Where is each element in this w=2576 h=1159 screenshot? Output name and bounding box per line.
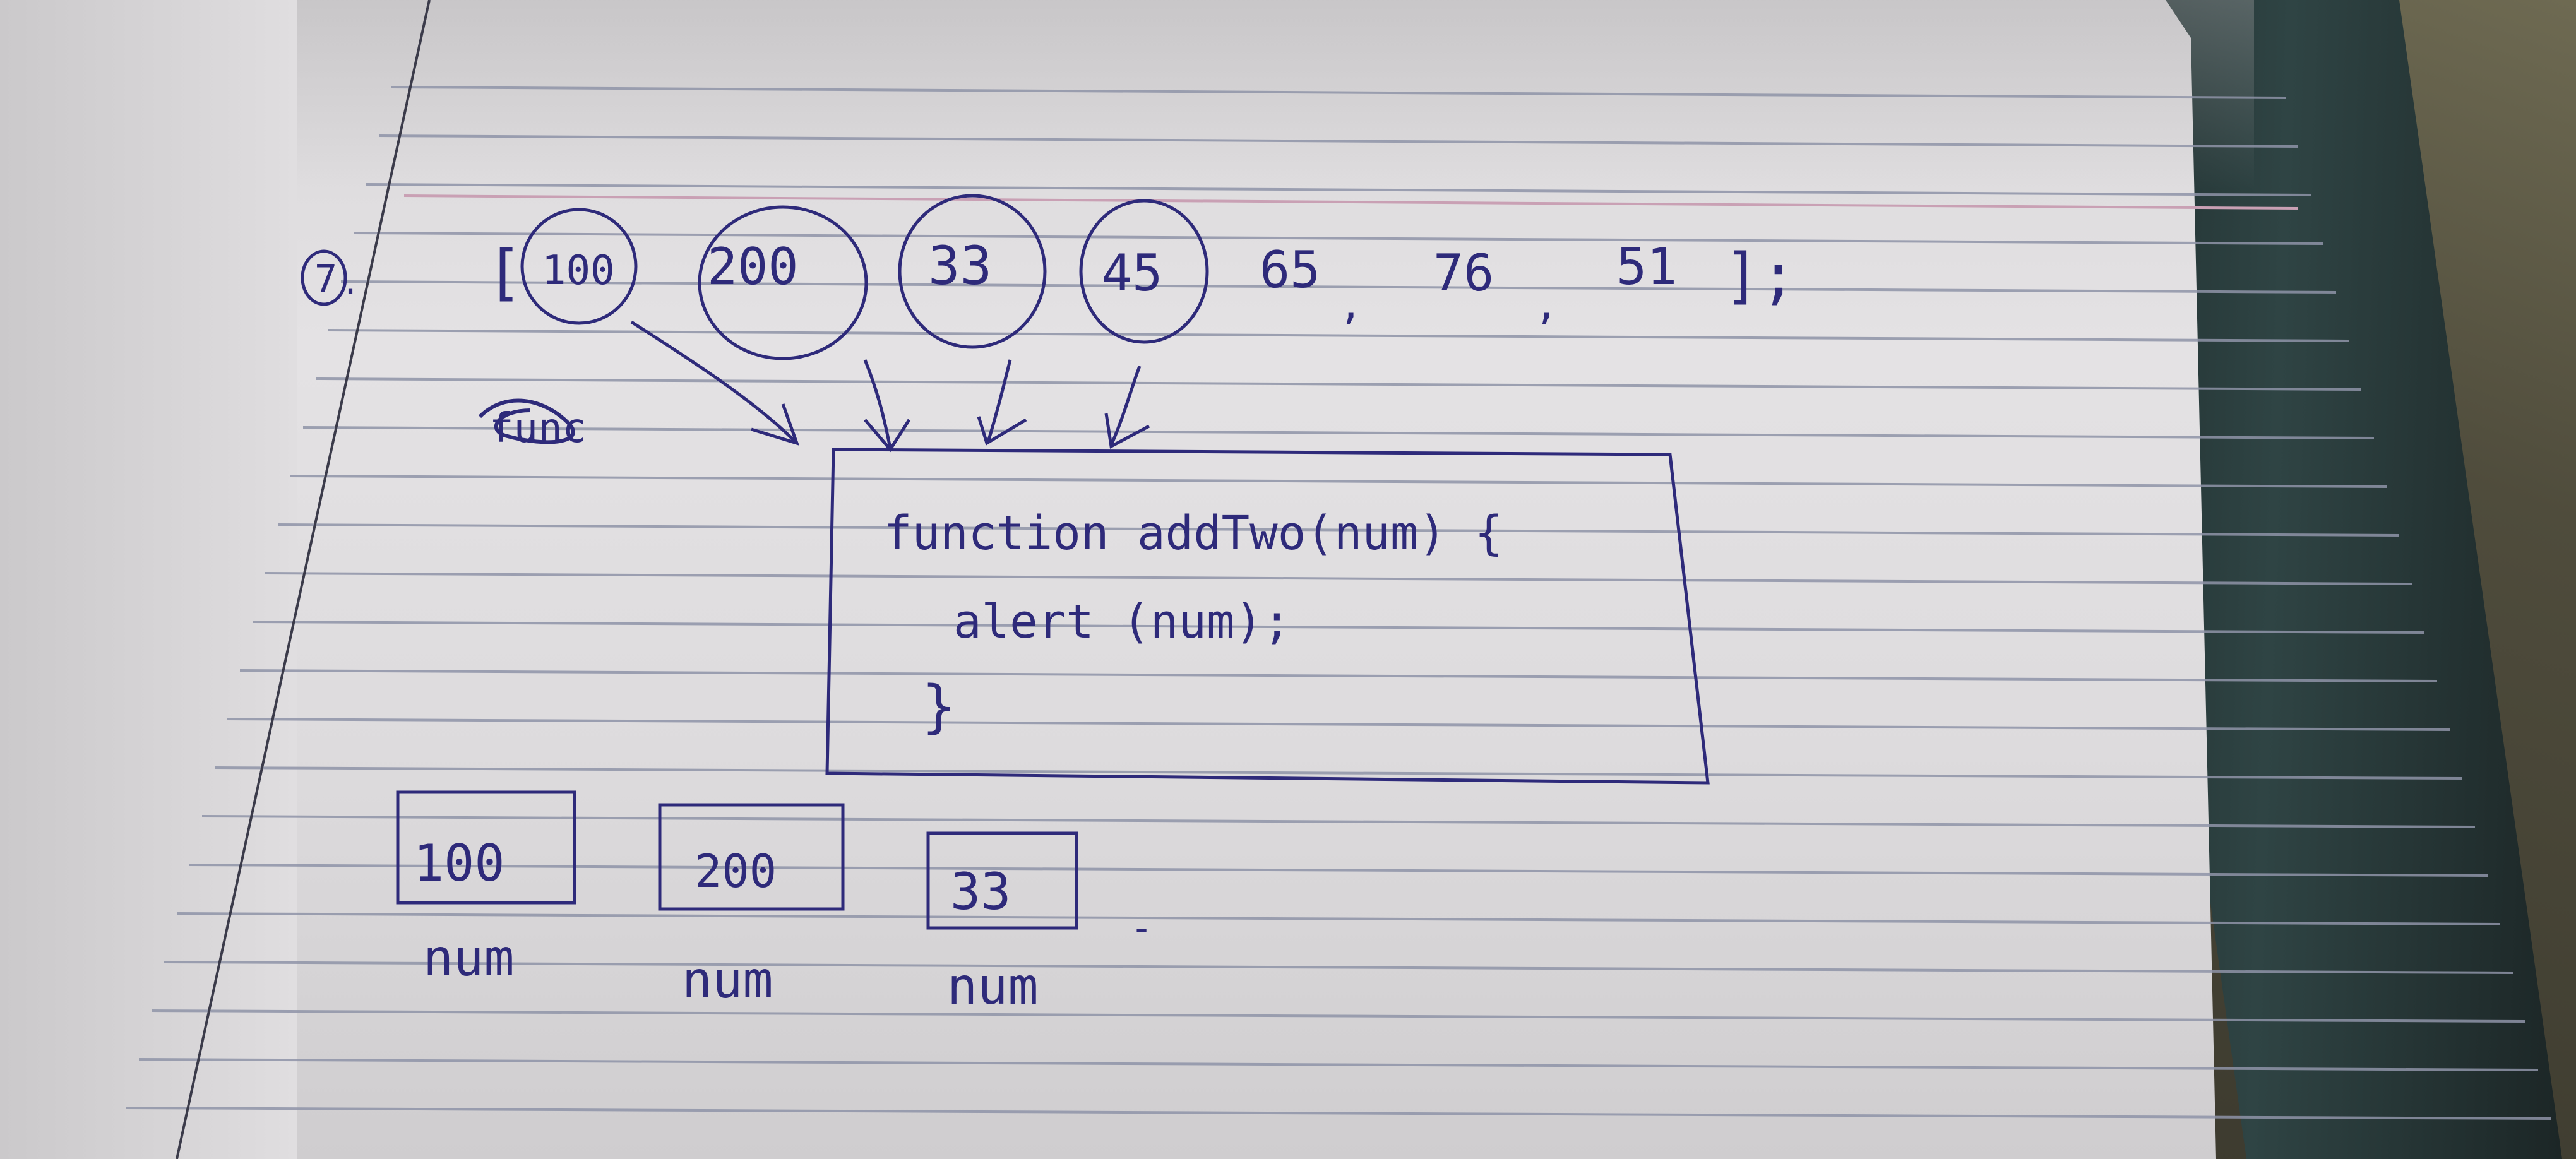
rule-line	[152, 1011, 2525, 1021]
box-label-num-3: num	[947, 957, 1039, 1016]
rule-line	[240, 670, 2437, 681]
function-line-2: alert (num);	[953, 595, 1291, 649]
rule-line	[189, 865, 2488, 876]
array-item-51: 51	[1616, 237, 1678, 296]
top-margin-line	[404, 196, 2298, 208]
rule-line	[177, 913, 2500, 924]
rule-line	[290, 476, 2387, 487]
rule-line	[303, 427, 2374, 438]
stray-mark: -	[1130, 906, 1154, 950]
rule-line	[227, 719, 2450, 730]
rule-line	[328, 330, 2349, 341]
box-value-33: 33	[950, 862, 1011, 921]
array-open-bracket: [	[486, 237, 523, 308]
box-label-num-1: num	[423, 929, 515, 987]
box-label-num-2: num	[682, 951, 773, 1009]
array-close: ];	[1724, 241, 1797, 311]
array-item-200: 200	[707, 237, 799, 296]
array-item-65: 65	[1260, 241, 1321, 299]
left-margin-line	[177, 0, 429, 1159]
rule-line	[316, 379, 2361, 389]
rule-line	[215, 768, 2462, 778]
rule-line	[379, 136, 2298, 146]
array-item-45: 45	[1102, 244, 1163, 302]
array-item-76: 76	[1433, 244, 1494, 302]
array-comma: ,	[1534, 282, 1559, 329]
array-comma: ,	[1339, 282, 1363, 329]
rule-line	[126, 1108, 2551, 1119]
function-line-3: }	[922, 674, 957, 740]
rule-line	[253, 622, 2424, 633]
rule-line	[202, 816, 2475, 827]
question-number: 7	[314, 257, 338, 301]
rule-line	[391, 87, 2286, 98]
rule-line	[139, 1059, 2538, 1070]
crossed-out-word: func	[489, 405, 587, 452]
rule-line	[354, 233, 2323, 244]
box-value-200: 200	[695, 845, 777, 898]
rule-line	[164, 962, 2513, 973]
question-dot: .	[341, 264, 361, 301]
rule-line	[366, 184, 2311, 195]
array-item-33: 33	[928, 235, 993, 297]
function-line-1: function addTwo(num) {	[884, 506, 1503, 561]
array-item-100: 100	[542, 247, 615, 294]
rule-line	[265, 573, 2412, 584]
box-value-100: 100	[414, 834, 505, 893]
